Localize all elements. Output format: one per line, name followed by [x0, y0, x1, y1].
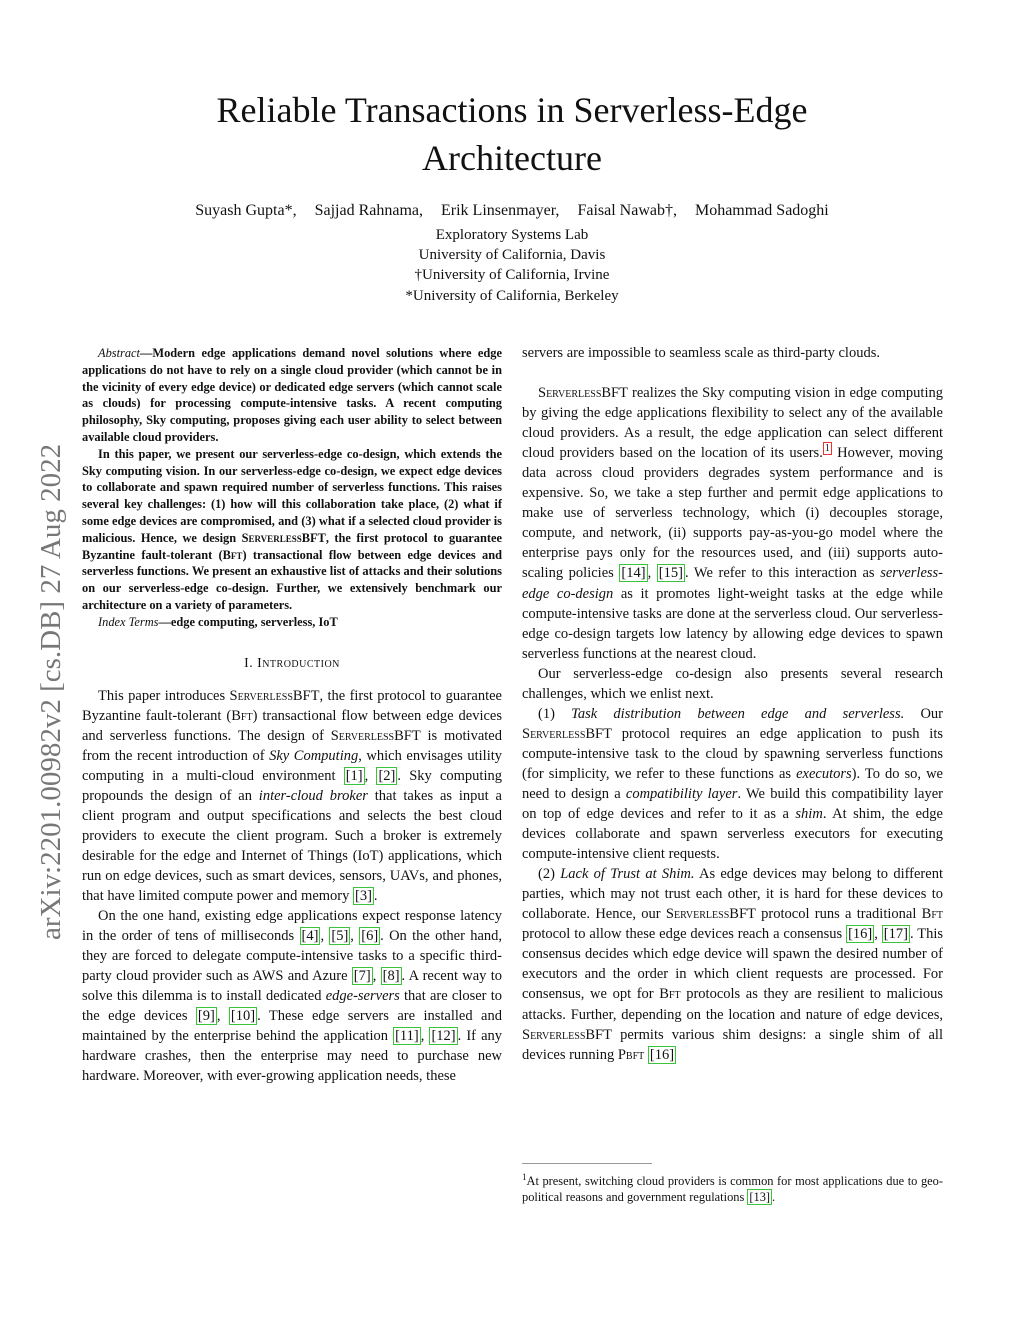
citation-link[interactable]: [11] [395, 1028, 419, 1045]
emphasis: inter-cloud broker [258, 787, 368, 804]
footnote-divider [522, 1163, 652, 1164]
text: This consensus decides which edge device will spawn the desired number of executors and the order in which client requests are processed. For consensus, we opt for [522, 926, 943, 1003]
footnote-text: At present, switching cloud providers is common for most applications due to geo-political reasons and government regulations [522, 1174, 943, 1204]
text: protocol requires an edge application to push its compute-intensive task to the cloud by spawning serverless functions (for simplicity, we refer to these functions as [522, 725, 943, 782]
text: protocols as they are resilient to malicious attacks. Further, depending on the location and nature of edge devices, [522, 986, 943, 1023]
text: Our [904, 705, 943, 722]
emphasis: Lack of Trust at Shim. [560, 866, 695, 883]
affiliation: *University of California, Berkeley [405, 288, 619, 304]
emphasis: executors [796, 765, 852, 782]
text: ) transactional flow between edge devices and serverless functions. The design of [82, 707, 502, 744]
citation-link[interactable]: [10] [230, 1008, 256, 1025]
left-column [82, 345, 502, 1087]
citation-link[interactable]: [15] [658, 565, 683, 582]
author: Suyash Gupta*, [195, 202, 297, 219]
text: permits various shim designs: a single shim of all devices running [522, 1026, 943, 1063]
index-terms-label: Index Terms [98, 614, 159, 629]
citation-link[interactable]: [16] [848, 926, 873, 943]
citation-link[interactable]: [14] [621, 565, 646, 582]
text: . We build this compatibility layer on top of edge devices and refer to it as a [522, 785, 943, 823]
author: Erik Linsenmayer, [441, 202, 560, 219]
abstract-text: , the first protocol to guarantee Byzantine fault-tolerant ( [82, 530, 502, 562]
abstract [82, 345, 502, 631]
footnote-mark: 1 [522, 1172, 527, 1182]
protocol-name: ServerlessBFT [522, 725, 612, 742]
citation-link[interactable]: [13] [749, 1189, 771, 1204]
emphasis: Task distribution between edge and serverless. [571, 705, 905, 722]
text: as it promotes light-weight tasks at the edge while compute-intensive tasks are done at the serverless cloud. Our serverless-edge co-design targets low latency by allowing edge devices to spawn serverless functions at the nearest cloud. [522, 585, 943, 662]
section-number: I. [244, 654, 254, 670]
citation-link[interactable]: [1] [345, 767, 363, 784]
author: Mohammad Sadoghi [694, 202, 829, 219]
text: On the one hand, existing edge applications expect response latency in the order of tens of milliseconds [82, 908, 502, 945]
citation-link[interactable]: [3] [355, 888, 372, 905]
text: realizes the Sky computing vision in edge computing by giving the edge applications flexibility to select any of the available cloud providers. As a result, the edge application can select different cloud providers based on the location of its users. [522, 385, 943, 462]
emphasis: Sky Computing [269, 747, 359, 764]
protocol-name: ServerlessBFT [522, 1026, 612, 1043]
right-paragraph-4: (2) Lack of Trust at Shim. As edge devices may belong to different parties, which may not trust each other, it is hard for these devices to collaborate. Hence, our ServerlessBFT protocol runs a traditional Bft protocol to allow these edge devices reach a consensus [16] , [17] . This consensus decides which edge device will spawn the desired number of executors and the order in which client requests are processed. For consensus, we opt for Bft protocols as they are resilient to malicious attacks. Further, depending on the location and nature of edge devices, ServerlessBFT permits various shim designs: a single shim of all devices running Pbft [16] [522, 866, 943, 1063]
citation-link[interactable]: [6] [361, 928, 379, 945]
intro-paragraph-2: On the one hand, existing edge applications expect response latency in the order of tens of milliseconds [4] , [5] , [6] . On the other hand, they are forced to delegate compute-intensive tasks to a specific third-party cloud provider such as AWS and Azure [7] , [8] . A recent way to solve this dilemma is to install dedicated edge-servers that are closer to the edge devices [9] , [10] . These edge servers are installed and maintained by the enterprise behind the application [11] , [12] . If any hardware crashes, then the enterprise may need to purchase new hardware. Moreover, with ever-growing application needs, these [82, 908, 503, 1085]
abstract-text: —Modern edge applications demand novel solutions where edge applications do not have to rely on a single cloud provider (which cannot be in the vicinity of every edge device) or dedicated edge servers (which cannot scale as clouds) for processing compute-intensive tasks. A recent computing philosophy, Sky computing, proposes giving each user ability to select between available cloud providers. [82, 346, 502, 444]
affiliation: †University of California, Irvine [414, 267, 610, 283]
abstract-text: In this paper, we present our serverless-edge co-design, which extends the Sky computing vision. In our serverless-edge co-design, we expect edge devices to collaborate and spawn required number of serverless functions. This raises several key challenges: (1) how will this collaboration take place, (2) what if some edge devices are compromised, and (3) what if a selected cloud provider is malicious. Hence, we design [82, 446, 502, 545]
section-title: Introduction [257, 654, 340, 670]
protocol-name: ServerlessBFT [241, 530, 326, 545]
text: protocol runs a traditional [755, 906, 922, 923]
emphasis: edge-servers [325, 988, 400, 1005]
protocol-name: ServerlessBFT [330, 727, 421, 744]
author: Faisal Nawab†, [577, 202, 677, 219]
text: On the other hand, they are forced to delegate compute-intensive tasks to a specific third-party cloud provider such as AWS and Azure [82, 928, 503, 985]
acronym: Bft [222, 547, 243, 562]
protocol-name: ServerlessBFT [665, 906, 756, 923]
arxiv-identifier: arXiv:2201.00982v2 [cs.DB] 27 Aug 2022 [35, 443, 67, 940]
section-heading [82, 653, 502, 673]
footnote: $^1$At present, switching cloud providers is common for most applications due to geo-political reasons and government regulations [13] . [522, 1172, 943, 1204]
citation-link[interactable]: [16] [649, 1046, 675, 1063]
acronym: Bft [659, 986, 681, 1003]
text: If any hardware crashes, then the enterprise may need to purchase new hardware. Moreover, with ever-growing application needs, these [82, 1028, 503, 1085]
text: These edge servers are installed and maintained by the enterprise behind the application [82, 1008, 502, 1045]
acronym: Bft [231, 707, 253, 724]
right-paragraph-3 [522, 704, 943, 864]
text: However, moving data across cloud providers degrades system performance and is expensive. So, we take a step further and permit edge applications to make use of serverless technology, which (i) decouples storage, compute, and network, (ii) supports pay-as-you-go model where the enterprise pays only for the resources used, and (iii) supports auto-scaling policies [522, 445, 943, 582]
citation-link[interactable]: [8] [382, 968, 400, 985]
citation-link[interactable]: [17] [883, 926, 908, 943]
text: A recent way to solve this dilemma is to install dedicated [82, 968, 502, 1005]
text: . At shim, the edge devices collaborate and spawn serverless executors for executing compute-intensive client requests. [522, 806, 943, 863]
author-list [62, 201, 962, 221]
emphasis: shim [795, 806, 823, 823]
abstract-label: Abstract [98, 346, 140, 360]
text: We refer to this interaction as [688, 565, 881, 582]
text: , the first protocol to guarantee Byzantine fault-tolerant ( [82, 687, 502, 724]
text: Sky computing propounds the design of an [82, 767, 502, 804]
protocol-name: ServerlessBFT [229, 687, 320, 704]
emphasis: compatibility layer [625, 785, 738, 802]
text: ). To do so, we need to design a [522, 765, 943, 802]
citation-link[interactable]: [5] [331, 928, 349, 945]
right-column [522, 343, 943, 1065]
title-line-2: Architecture [422, 138, 602, 178]
text: that takes as input a client program and output specifications and selects the best cloud providers to execute the client program. Such a broker is extremely desirable for the edge and Internet of Things (IoT) applications, which run on edge devices, such as smart devices, sensors, UAVs, and phones, that have limited compute power and memory [82, 787, 502, 905]
citation-link[interactable]: [9] [197, 1008, 215, 1025]
affiliation: University of California, Davis [418, 247, 606, 263]
continued-paragraph: servers are impossible to seamless scale as third-party clouds. [522, 345, 880, 361]
text: As edge devices may belong to different parties, which may not trust each other, it is hard for these devices to collaborate. Hence, our [522, 866, 943, 923]
text: (2) [538, 866, 561, 883]
text: is motivated from the recent introduction of [82, 727, 502, 764]
right-paragraph-1: ServerlessBFT realizes the Sky computing vision in edge computing by giving the edge applications flexibility to select any of the available cloud providers. As a result, the edge application can select different cloud providers based on the location of its users. $^1$ However, moving data across cloud providers degrades system performance and is expensive. So, we take a step further and permit edge applications to make use of serverless technology, which (i) decouples storage, compute, and network, (ii) supports pay-as-you-go model where the enterprise pays only for the resources used, and (iii) supports auto-scaling policies [14] , [15] . We refer to this interaction as serverless-edge co-design as it promotes light-weight tasks at the edge while compute-intensive tasks are done at the serverless cloud. Our serverless-edge co-design targets low latency by allowing edge devices to spawn serverless functions at the nearest cloud. [522, 385, 944, 662]
abstract-text: ) transactional flow between edge devices and serverless functions. We present an exhaustive list of attacks and their solutions on our serverless-edge co-design. Further, we extensively benchmark our architecture on a variety of parameters. [82, 547, 502, 612]
title-line-1: Reliable Transactions in Serverless-Edge [216, 90, 808, 130]
right-paragraph-2: Our serverless-edge co-design also presents several research challenges, which we enlist next. [522, 665, 943, 702]
emphasis: serverless-edge co-design [522, 565, 944, 602]
text: (1) [538, 705, 572, 722]
citation-link[interactable]: [4] [301, 928, 319, 945]
footnote-link[interactable]: 1 [824, 443, 830, 455]
text: that are closer to the edge devices [82, 988, 502, 1025]
author: Sajjad Rahnama, [314, 202, 423, 219]
citation-link[interactable]: [12] [431, 1028, 456, 1045]
protocol-name: ServerlessBFT [538, 385, 628, 402]
citation-link[interactable]: [2] [378, 767, 396, 784]
acronym: Pbft [617, 1046, 645, 1063]
text: protocol to allow these edge devices reach a consensus [522, 926, 847, 943]
text: , which envisages utility computing in a multi-cloud environment [82, 747, 502, 784]
paper-title [112, 86, 912, 182]
index-terms: —edge computing, serverless, IoT [158, 614, 338, 629]
affiliation: Exploratory Systems Lab [435, 227, 589, 243]
intro-paragraph-1: This paper introduces ServerlessBFT, the first protocol to guarantee Byzantine fault-tolerant (Bft) transactional flow between edge devices and serverless functions. The design of ServerlessBFT is motivated from the recent introduction of Sky Computing, which envisages utility computing in a multi-cloud environment [1] , [2] . Sky computing propounds the design of an inter-cloud broker that takes as input a client program and output specifications and selects the best cloud providers to execute the client program. Such a broker is extremely desirable for the edge and Internet of Things (IoT) applications, which run on edge devices, such as smart devices, sensors, UAVs, and phones, that have limited compute power and memory [3] . [82, 687, 502, 905]
text: This paper introduces [98, 687, 230, 704]
acronym: Bft [921, 906, 943, 923]
citation-link[interactable]: [7] [353, 968, 371, 985]
